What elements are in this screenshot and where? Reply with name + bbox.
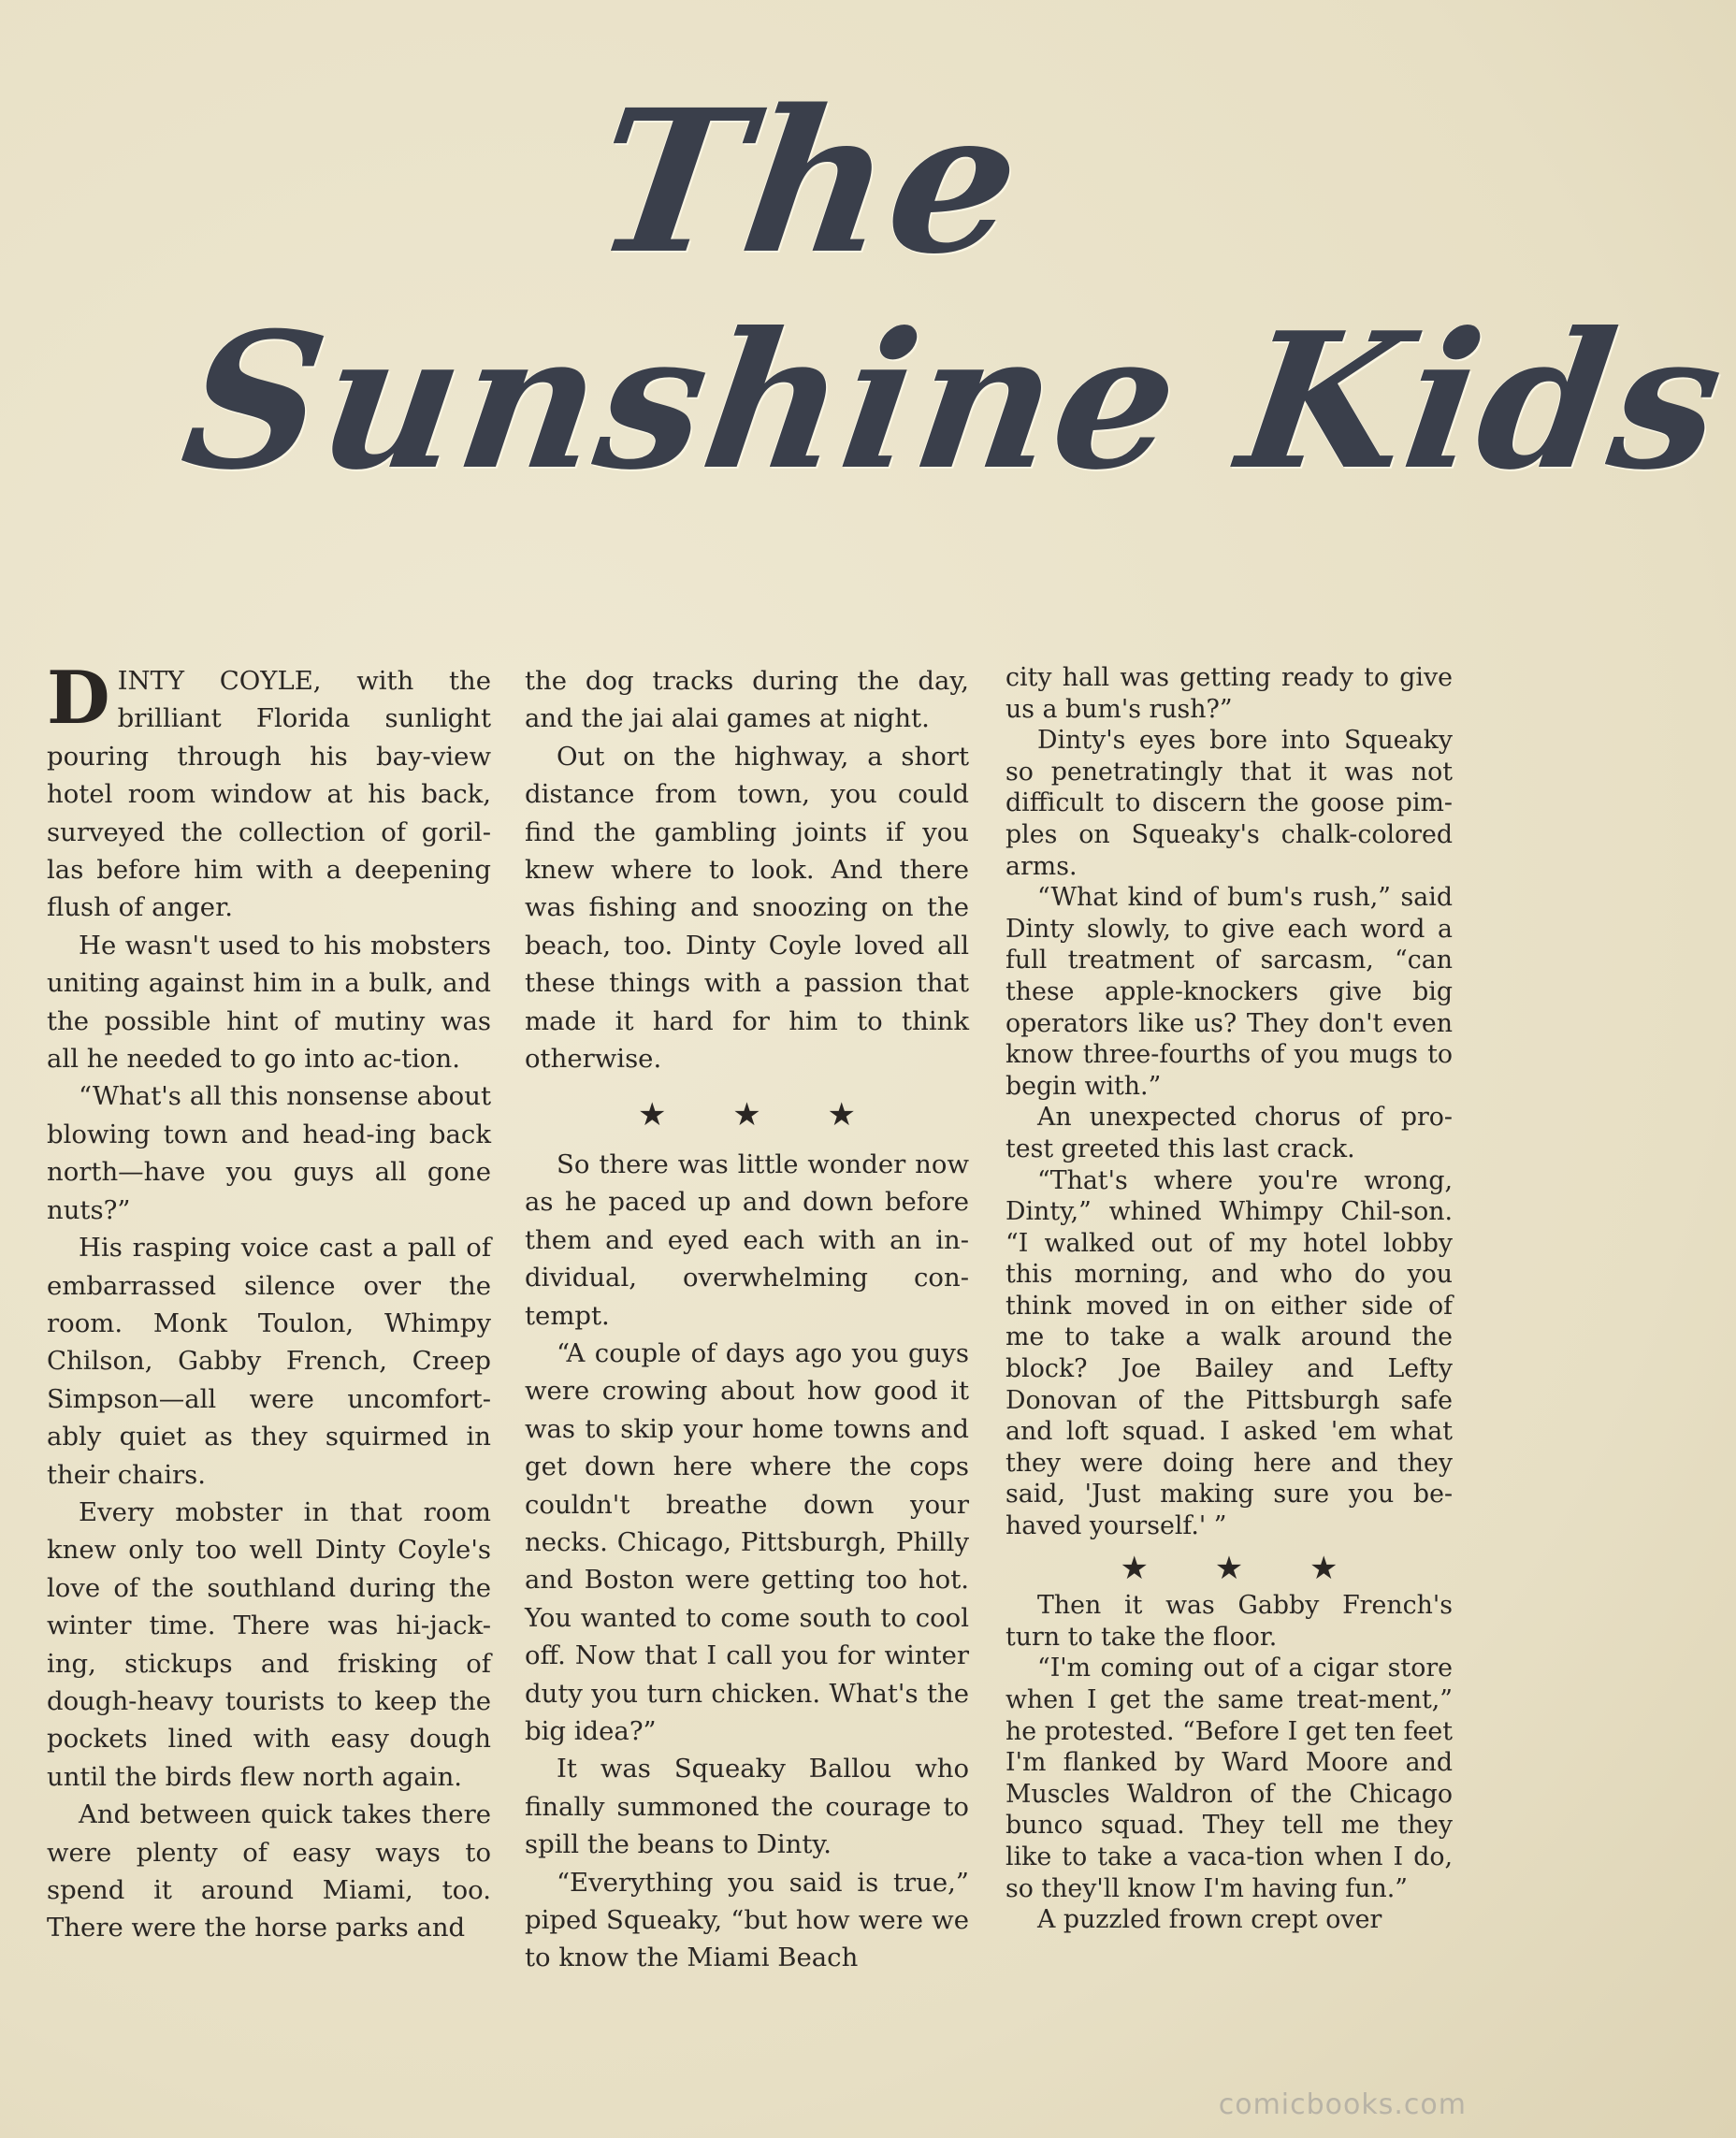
paragraph: “That's where you're wrong, Dinty,” whined Whimpy Chil-son. “I walked out of my hotel lobby this morning, and who do you think moved in on either side of me to take a walk around the block? Joe Bailey and Lefty Donovan of the Pittsburgh safe and loft squad. I asked 'em what they were doing here and they said, 'Just making sure you be-haved yourself.' ” — [1005, 1165, 1453, 1541]
opening-paragraph — [47, 656, 491, 927]
paragraph: It was Squeaky Ballou who finally summoned the courage to spill the beans to Dinty. — [525, 1754, 969, 1860]
paragraph: “What kind of bum's rush,” said Dinty slowly, to give each word a full treatment of sarcasm, “can these apple-knockers give big operators like us? They don't even know three-fourths of you mugs to begin with.” — [1005, 883, 1453, 1101]
paragraph: “I'm coming out of a cigar store when I get the same treat-ment,” he protested. “Before I get ten feet I'm flanked by Ward Moore and Muscles Waldron of the Chicago bunco squad. They tell me they like to take a vaca-tion when I do, so they'll know I'm having fun.” — [1005, 1654, 1453, 1903]
paragraph: the dog tracks during the day, and the jai alai games at night. — [525, 666, 969, 734]
section-break-stars: ★ ★ ★ — [637, 1096, 885, 1134]
paragraph: “Everything you said is true,” piped Squeaky, “but how were we to know the Miami Beach — [525, 1867, 969, 1973]
paragraph: Dinty's eyes bore into Squeaky so penetratingly that it was not difficult to discern the goose pim-ples on Squeaky's chalk-colored arms. — [1005, 726, 1453, 881]
paragraph: city hall was getting ready to give us a bum's rush?” — [1005, 663, 1453, 724]
text-column-2 — [525, 662, 969, 1990]
opening-paragraph-text: INTY COYLE, with the brilliant Florida sunlight pouring through his bay-view hotel room window at his back, surveyed the collection of goril-las before him with a deepening flush of anger. — [47, 666, 491, 923]
text-column-3 — [1005, 662, 1453, 1990]
paragraph: He wasn't used to his mobsters uniting against him in a bulk, and the possible hint of mutiny was all he needed to go into ac-tion. — [47, 930, 491, 1075]
story-title-line-2: Sunshine Kids — [171, 292, 1736, 512]
section-break-stars: ★ ★ ★ — [1120, 1549, 1367, 1587]
paragraph: An unexpected chorus of pro-test greeted this last crack. — [1005, 1103, 1453, 1163]
paragraph: “What's all this nonsense about blowing town and head-ing back north—have you guys all gone nuts?” — [47, 1081, 491, 1225]
paragraph: His rasping voice cast a pall of embarrassed silence over the room. Monk Toulon, Whimpy Chilson, Gabby French, Creep Simpson—all were uncomfort-ably quiet as they squirmed in their chairs. — [47, 1233, 491, 1490]
text-column-1 — [47, 656, 491, 1990]
drop-cap: D — [47, 656, 110, 741]
paragraph: Out on the highway, a short distance from town, you could find the gambling joints if you knew where to look. And there was fishing and snoozing on the beach, too. Dinty Coyle loved all these things with a passion that made it hard for him to think otherwise. — [525, 741, 969, 1075]
paragraph: Then it was Gabby French's turn to take the floor. — [1005, 1591, 1453, 1652]
site-watermark: comicbooks.com — [1218, 2088, 1467, 2121]
paragraph: “A couple of days ago you guys were crowing about how good it was to skip your home towns and get down here where the cops couldn't breathe down your necks. Chicago, Pittsburgh, Philly and Boston were getting too hot. You wanted to come south to cool off. Now that I call you for winter duty you turn chicken. What's the big idea?” — [525, 1337, 969, 1746]
paragraph: And between quick takes there were plenty of easy ways to spend it around Miami, too. There were the horse parks and — [47, 1799, 491, 1943]
story-title-line-1: The — [582, 66, 1034, 297]
paragraph: So there was little wonder now as he paced up and down before them and eyed each with an in-dividual, overwhelming con-tempt. — [525, 1148, 969, 1331]
paragraph: Every mobster in that room knew only too well Dinty Coyle's love of the southland during the winter time. There was hi-jack-ing, stickups and frisking of dough-heavy tourists to keep the pockets lined with easy dough until the birds flew north again. — [47, 1496, 491, 1792]
paragraph: A puzzled frown crept over — [1037, 1905, 1382, 1935]
